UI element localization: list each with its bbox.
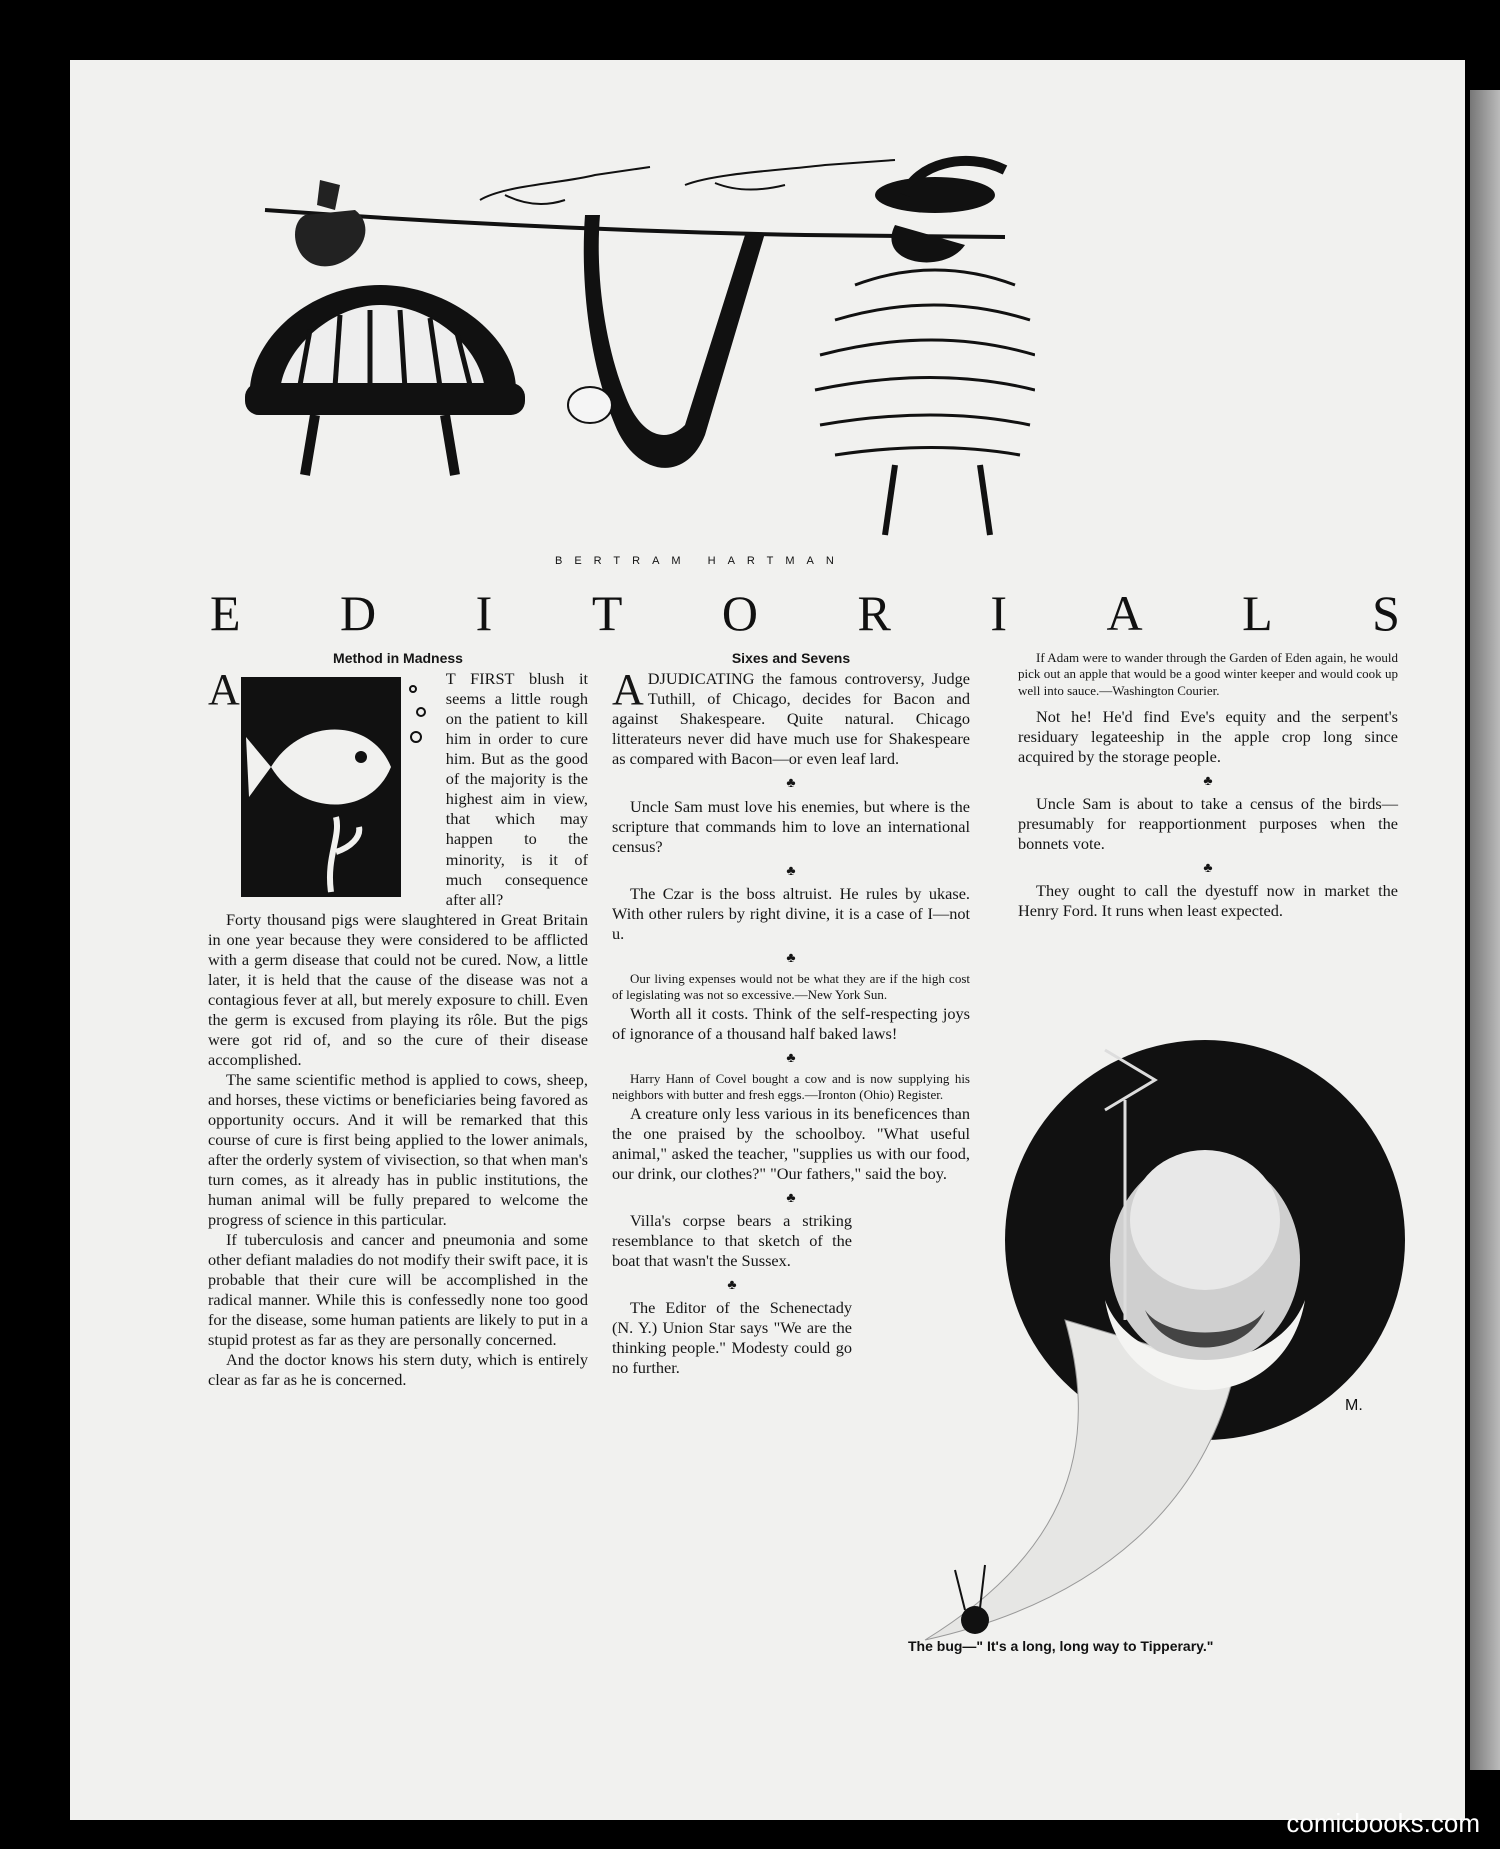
masthead-letter: O (721, 585, 758, 641)
club-ornament-icon: ♣ (1203, 861, 1213, 877)
bearded-man-portrait (905, 1040, 1425, 1660)
club-ornament-icon: ♣ (786, 951, 796, 966)
article-paragraph: A T FIRST blush it seems a little rough on the patient to kill him in order to cure him. But as the good of the majority is the highest aim in view, that which may happen to the minority, is it of much consequence after all? (208, 665, 588, 909)
article-paragraph: The Editor of the Schenectady (N. Y.) Union Star says "We are the thinking people." Modesty could go no further. (612, 1298, 852, 1378)
article-paragraph: The same scientific method is applied to cows, sheep, and horses, these victims or beneficiaries being favored as opportunity occurs. And it will be remarked that this course of cure is first being applied to the lower animals, after the orderly system of vivisection, so that when man's turn comes, as it already has in public institutions, the human animal will be fully prepared to welcome the progress of science in this particular. (208, 1069, 588, 1230)
article-heading: Method in Madness (333, 650, 463, 666)
article-paragraph: Not he! He'd find Eve's equity and the serpent's residuary legateeship in the apple crop long since acquired by the storage people. (1018, 706, 1398, 766)
masthead-editorials (210, 584, 1400, 644)
masthead-letter: A (1106, 585, 1143, 641)
club-ornament-icon: ♣ (727, 1277, 737, 1293)
column-method-in-madness (208, 650, 588, 1390)
club-ornament-icon: ♣ (786, 1050, 796, 1066)
site-watermark: comicbooks.com (1286, 1808, 1480, 1838)
masthead-letter: L (1242, 585, 1273, 641)
masthead-letter: S (1372, 585, 1400, 641)
article-heading: Sixes and Sevens (731, 650, 851, 666)
fish-illustration (241, 677, 436, 897)
club-ornament-icon: ♣ (1203, 773, 1213, 789)
club-ornament-icon: ♣ (786, 1190, 796, 1206)
article-paragraph: Uncle Sam must love his enemies, but where is the scripture that commands him to love an international census? (612, 796, 970, 856)
article-paragraph: And the doctor knows his stern duty, which is entirely clear as far as he is concerned. (208, 1350, 588, 1390)
quoted-item: If Adam were to wander through the Garden of Eden again, he would pick out an apple that would be a good winter keeper and would cook up well into sauce.—Washington Courier. (1018, 650, 1398, 698)
next-page-edge (1470, 90, 1500, 1770)
masthead-letter: I (475, 585, 493, 641)
club-ornament-icon: ♣ (786, 776, 796, 792)
quoted-item: Our living expenses would not be what they are if the high cost of legislating was not so excessive.—New York Sun. (612, 971, 970, 1003)
article-paragraph: Villa's corpse bears a striking resemblance to that sketch of the boat that wasn't the Sussex. (612, 1210, 852, 1270)
masthead-letter: T (591, 585, 623, 641)
portrait-caption: The bug—" It's a long, long way to Tipperary." (908, 1638, 1214, 1654)
article-paragraph: If tuberculosis and cancer and pneumonia and some other defiant maladies do not modify their swift pace, it is probable that their cure will be accomplished in the radical manner. While this is confessedly none too good for the disease, some human patients are likely to put in a stupid protest as far as they are personally concerned. (208, 1230, 588, 1350)
masthead-letter: D (340, 585, 377, 641)
article-paragraph: The Czar is the boss altruist. He rules by ukase. With other rulers by right divine, it is a case of I—not u. (612, 883, 970, 943)
tightrope-illustration (245, 155, 1035, 575)
drop-cap: A (612, 665, 644, 715)
article-paragraph: They ought to call the dyestuff now in market the Henry Ford. It runs when least expected. (1018, 881, 1398, 921)
artist-signature: BERTRAM HARTMAN (555, 555, 846, 567)
masthead-letter: I (990, 585, 1007, 641)
portrait-signature: M. (1345, 1397, 1363, 1414)
masthead-letter: R (857, 585, 891, 641)
drop-cap: A (208, 665, 240, 715)
article-paragraph: Uncle Sam is about to take a census of the birds—presumably for reapportionment purposes when the bonnets vote. (1018, 794, 1398, 854)
article-paragraph: A creature only less various in its beneficences than the one praised by the schoolboy. "What useful animal," asked the teacher, "supplies us with our food, our drink, our clothes?" "Our fathers," said the boy. (612, 1103, 970, 1183)
column-right (1018, 650, 1398, 921)
article-paragraph: Worth all it costs. Think of the self-respecting joys of ignorance of a thousand half baked laws! (612, 1003, 970, 1043)
masthead-letter: E (210, 585, 241, 641)
article-paragraph: ADJUDICATING the famous controversy, Judge Tuthill, of Chicago, decides for Bacon and against Shakespeare. Quite natural. Chicago litterateurs never did have much use for Shakespeare as compared with Bacon—or even leaf lard. (612, 665, 970, 769)
article-paragraph: Forty thousand pigs were slaughtered in Great Britain in one year because they were considered to be afflicted with a germ disease that could not be cured. Now, a little later, it is held that the cause of the disease was not a contagious fever at all, but merely exposure to chill. Even the germ is excused from playing its rôle. But the pigs were got rid of, and so the cure of their disease accomplished. (208, 909, 588, 1069)
quoted-item: Harry Hann of Covel bought a cow and is now supplying his neighbors with butter and fresh eggs.—Ironton (Ohio) Register. (612, 1071, 970, 1103)
club-ornament-icon: ♣ (786, 863, 796, 879)
